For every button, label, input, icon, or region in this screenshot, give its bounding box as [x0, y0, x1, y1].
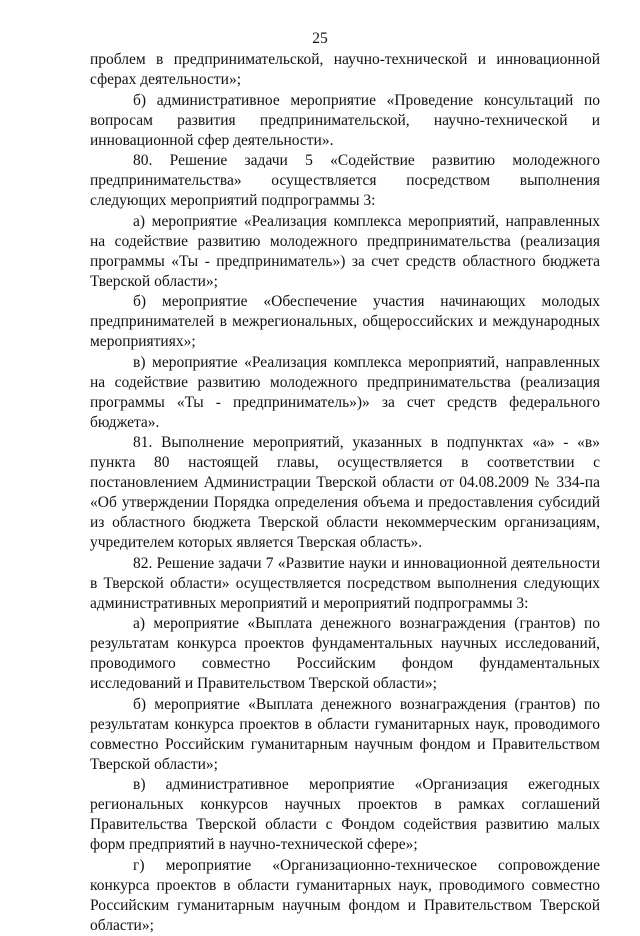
paragraph-82-item-a: а) мероприятие «Выплата денежного вознаграждения (грантов) по результатам конкурса проектов фундаментальных научных исследований, проводимого совместно Российским фондом фундаментальных исследований и Правительством Тверской области»;	[90, 615, 600, 692]
paragraph-82-item-d: г) мероприятие «Организационно-техническое сопровождение конкурса проектов в области гуманитарных наук, проводимого совместно Российским гуманитарным научным фондом и Правительством Тверской области»;	[90, 856, 600, 934]
paragraph-item-b-consultations: б) административное мероприятие «Проведение консультаций по вопросам развития предпринимательской, научно-технической и инновационной сфер деятельности».	[90, 91, 600, 149]
paragraph-80: 80. Решение задачи 5 «Содействие развитию молодежного предпринимательства» осуществляется посредством выполнения следующих мероприятий подпрограммы 3:	[90, 152, 600, 209]
paragraph-80-item-a: а) мероприятие «Реализация комплекса мероприятий, направленных на содействие развитию молодежного предпринимательства (реализация программы «Ты - предприниматель») за счет средств областного бюджета Тверской области»;	[90, 212, 600, 290]
paragraph-81: 81. Выполнение мероприятий, указанных в подпунктах «а» - «в» пункта 80 настоящей главы, осуществляется в соответствии с постановлением Администрации Тверской области от 04.08.2009 № 334-па «Об утверждении Порядка определения объема и предоставления субсидий из областного бюджета Тверской области некоммерческим организациям, учредителем которых является Тверская область».	[90, 434, 600, 551]
paragraph-80-item-c: в) мероприятие «Реализация комплекса мероприятий, направленных на содействие развитию молодежного предпринимательства (реализация программы «Ты - предприниматель»)» за счет средств федерального бюджета».	[90, 353, 600, 431]
paragraph-80-item-b: б) мероприятие «Обеспечение участия начинающих молодых предпринимателей в межрегиональных, общероссийских и международных мероприятиях»;	[90, 293, 600, 350]
paragraph-82-item-c: в) административное мероприятие «Организация ежегодных региональных конкурсов научных проектов в рамках соглашений Правительства Тверской области с Фондом содействия развитию малых форм предприятий в научно-технической сфере»;	[90, 776, 600, 853]
paragraph-82-item-b: б) мероприятие «Выплата денежного вознаграждения (грантов) по результатам конкурса проектов в области гуманитарных наук, проводимого совместно Российским гуманитарным научным фондом и Правительством Тверской области»;	[90, 695, 600, 773]
page-number: 25	[312, 30, 328, 47]
paragraph-82: 82. Решение задачи 7 «Развитие науки и инновационной деятельности в Тверской области» осуществляется посредством выполнения следующих административных мероприятий и мероприятий подпрограммы 3:	[90, 554, 600, 612]
document-body	[90, 50, 600, 936]
paragraph-continuation: проблем в предпринимательской, научно-технической и инновационной сферах деятельности»;	[90, 51, 600, 88]
